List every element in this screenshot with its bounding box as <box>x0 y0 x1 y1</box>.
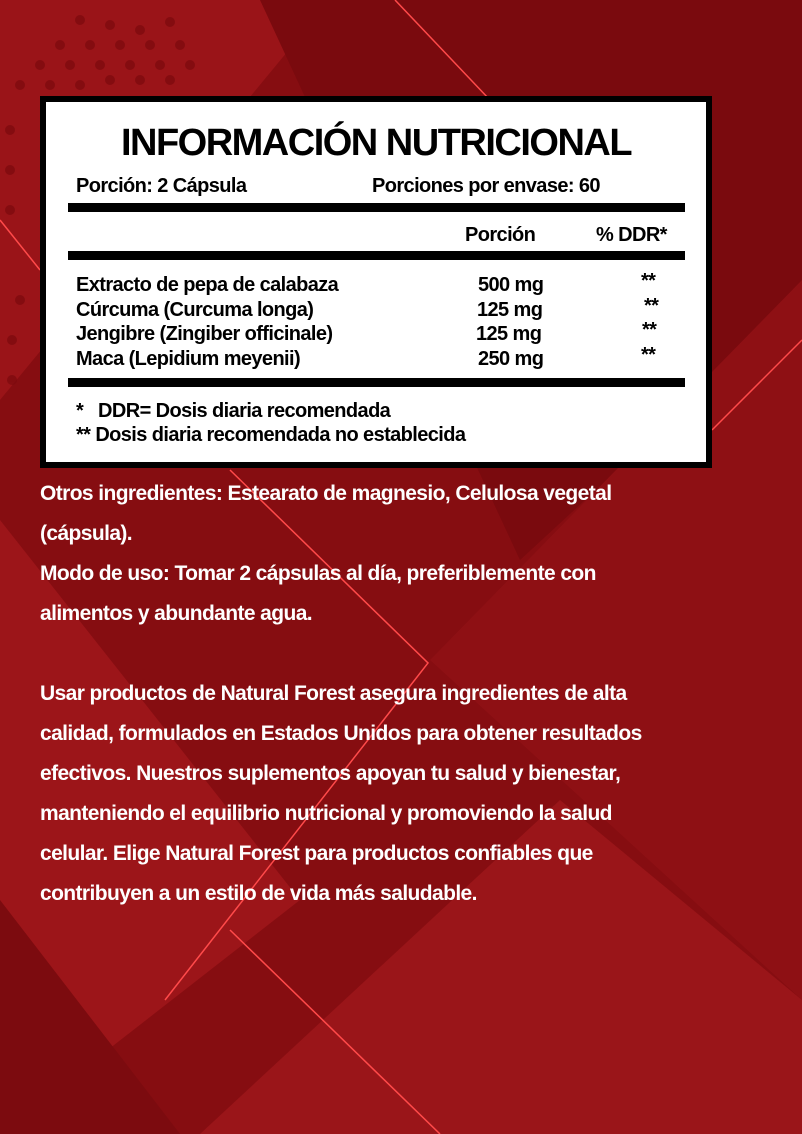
ingredient-ddr: ** <box>641 270 656 292</box>
text-line: calidad, formulados en Estados Unidos para obtener resultados <box>40 722 642 745</box>
footnote-ddr: * DDR= Dosis diaria recomendada <box>76 400 391 422</box>
other-ingredients-and-usage <box>40 474 611 634</box>
divider <box>68 203 685 212</box>
text-line: (cápsula). <box>40 522 133 545</box>
ingredient-name: Cúrcuma (Curcuma longa) <box>76 299 314 321</box>
panel-title: INFORMACIÓN NUTRICIONAL <box>120 122 632 164</box>
text-line: Otros ingredientes: Estearato de magnesio, Celulosa vegetal <box>40 482 612 505</box>
text-line: manteniendo el equilibrio nutricional y promoviendo la salud <box>40 802 612 825</box>
serving-size: Porción: 2 Cápsula <box>76 175 247 197</box>
divider <box>68 251 685 260</box>
ingredient-name: Jengibre (Zingiber officinale) <box>76 323 333 345</box>
text-line: Usar productos de Natural Forest asegura ingredientes de alta <box>40 682 627 705</box>
column-header-ddr: % DDR* <box>596 224 667 246</box>
brand-description <box>40 674 642 914</box>
divider <box>68 378 685 387</box>
text-line: contribuyen a un estilo de vida más saludable. <box>40 882 477 905</box>
text-line: efectivos. Nuestros suplementos apoyan tu salud y bienestar, <box>40 762 621 785</box>
ingredient-ddr: ** <box>644 295 659 317</box>
ingredient-ddr: ** <box>642 319 657 341</box>
ingredient-name: Maca (Lepidium meyenii) <box>76 348 301 370</box>
ingredient-ddr: ** <box>641 344 656 366</box>
footnote-not-established: ** Dosis diaria recomendada no establecida <box>76 424 466 446</box>
column-header-portion: Porción <box>465 224 536 246</box>
nutrition-facts-panel <box>40 96 712 468</box>
ingredient-amount: 125 mg <box>476 323 542 345</box>
ingredient-name: Extracto de pepa de calabaza <box>76 274 339 296</box>
text-line: celular. Elige Natural Forest para productos confiables que <box>40 842 593 865</box>
text-line: Modo de uso: Tomar 2 cápsulas al día, preferiblemente con <box>40 562 596 585</box>
ingredient-amount: 125 mg <box>477 299 543 321</box>
ingredient-amount: 250 mg <box>478 348 544 370</box>
ingredient-amount: 500 mg <box>478 274 544 296</box>
servings-per-container: Porciones por envase: 60 <box>372 175 600 197</box>
text-line: alimentos y abundante agua. <box>40 602 313 625</box>
